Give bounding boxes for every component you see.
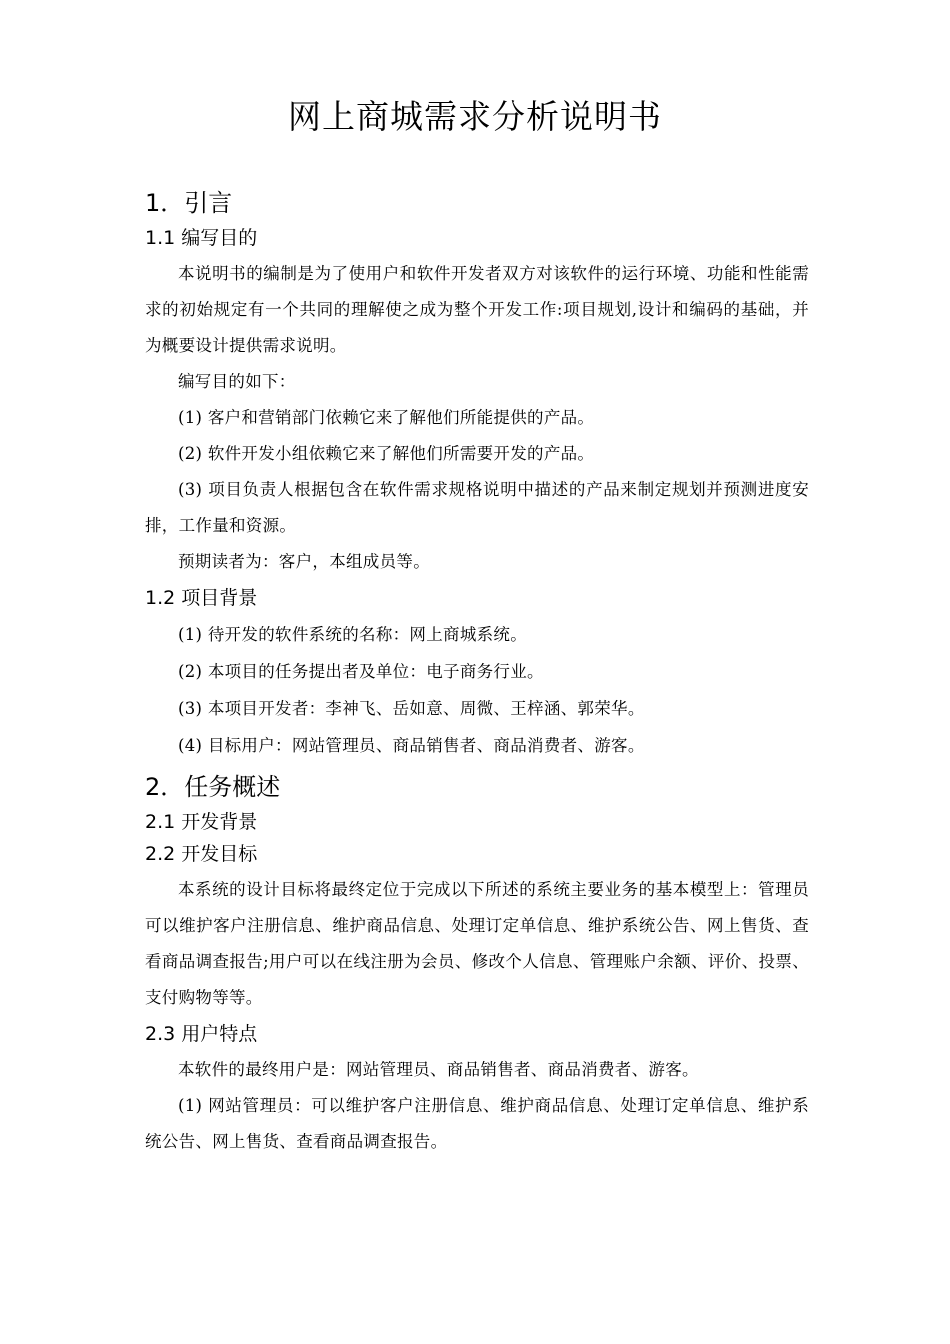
list-item: (4) 目标用户：网站管理员、商品销售者、商品消费者、游客。 xyxy=(178,736,645,755)
paragraph: 本软件的最终用户是：网站管理员、商品销售者、商品消费者、游客。 xyxy=(178,1060,699,1079)
list-item: (2) 软件开发小组依赖它来了解他们所需要开发的产品。 xyxy=(178,444,595,463)
subsection-heading-purpose: 1.1 编写目的 xyxy=(145,227,258,249)
document-body xyxy=(145,182,809,1160)
paragraph: 本系统的设计目标将最终定位于完成以下所述的系统主要业务的基本模型上：管理员可以维护客户注册信息、维护商品信息、处理订定单信息、维护系统公告、网上售货、查看商品调查报告;用户可以在线注册为会员、修改个人信息、管理账户余额、评价、投票、支付购物等等。 xyxy=(145,880,809,1007)
list-item: (1) 网站管理员：可以维护客户注册信息、维护商品信息、处理订定单信息、维护系统公告、网上售货、查看商品调查报告。 xyxy=(145,1096,809,1151)
subsection-heading-dev-background: 2.1 开发背景 xyxy=(145,811,258,833)
list-item: (1) 客户和营销部门依赖它来了解他们所能提供的产品。 xyxy=(178,408,595,427)
list-item: (3) 项目负责人根据包含在软件需求规格说明中描述的产品来制定规划并预测进度安排，工作量和资源。 xyxy=(145,480,809,535)
paragraph: 本说明书的编制是为了使用户和软件开发者双方对该软件的运行环境、功能和性能需求的初始规定有一个共同的理解使之成为整个开发工作:项目规划,设计和编码的基础，并为概要设计提供需求说明。 xyxy=(145,264,809,355)
list-item: (3) 本项目开发者：李神飞、岳如意、周微、王梓涵、郭荣华。 xyxy=(178,699,645,718)
list-item: (2) 本项目的任务提出者及单位：电子商务行业。 xyxy=(178,662,544,681)
section-heading-overview: 2．任务概述 xyxy=(145,773,281,801)
document-title: 网上商城需求分析说明书 xyxy=(288,97,662,136)
subsection-heading-user-traits: 2.3 用户特点 xyxy=(145,1023,258,1045)
subsection-heading-dev-goal: 2.2 开发目标 xyxy=(145,843,258,865)
list-item: (1) 待开发的软件系统的名称：网上商城系统。 xyxy=(178,625,528,644)
subsection-heading-background: 1.2 项目背景 xyxy=(145,587,258,609)
paragraph: 预期读者为：客户，本组成员等。 xyxy=(178,552,430,571)
paragraph: 编写目的如下： xyxy=(178,372,296,391)
section-heading-intro: 1．引言 xyxy=(145,189,233,217)
